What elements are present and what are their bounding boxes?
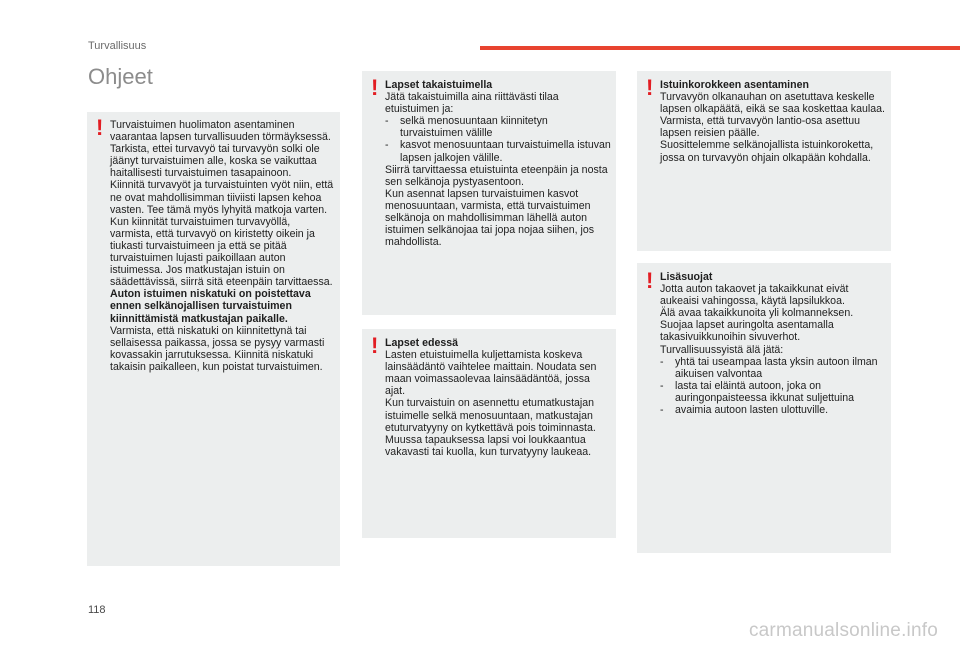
list-item: - avaimia autoon lasten ulottuville. (660, 404, 887, 416)
exclamation-mark-icon: ! (371, 333, 379, 358)
exclamation-mark-icon: ! (646, 268, 654, 293)
box-title: Lapset edessä (385, 337, 459, 349)
box-title: Istuinkorokkeen asentaminen (660, 79, 809, 91)
paragraph: Turvavyön olkanauhan on asetuttava keskelle lapsen olkapäätä, eikä se saa koskettaa kaulaa. (660, 91, 885, 116)
box-title: Lisäsuojat (660, 271, 713, 283)
warning-box-additional-protection (637, 263, 891, 553)
paragraph: Älä avaa takaikkunoita yli kolmanneksen. (660, 307, 854, 320)
paragraph: Tarkista, ettei turvavyö tai turvavyön solki ole jäänyt turvaistuimen alle, koska se vaikuttaa haitallisesti turvaistuimen tasapainoon. (110, 143, 320, 180)
paragraph: Turvallisuussyistä älä jätä: (660, 343, 784, 356)
header-rule (480, 46, 960, 50)
exclamation-mark-icon: ! (96, 115, 104, 140)
paragraph: Kun kiinnität turvaistuimen turvavyöllä, varmista, että turvavyö on kiristetty oikein ja tiukasti turvaistuimeen ja että se pitää turvaistuimen lujasti paikoillaan auton istuimessa. Jos matkustajan istuin on säädettävissä, siirrä sitä eteenpäin tarvittaessa. (110, 215, 333, 289)
list-item: - lasta tai eläintä autoon, joka on auringonpaisteessa ikkunat suljettuina (660, 380, 887, 404)
paragraph: Kiinnitä turvavyöt ja turvaistuinten vyöt niin, että ne ovat mahdollisimman tiiviisti lapsen kehoa vasten. Tee tämä myös lyhyitä matkoja varten. (110, 179, 334, 216)
page-title: Ohjeet (88, 64, 153, 89)
section-label: Turvallisuus (88, 40, 147, 52)
paragraph: Varmista, että turvavyön lantio-osa asettuu lapsen reisien päälle. (660, 115, 861, 140)
warning-box-children-rear (362, 71, 616, 315)
paragraph-bold: Auton istuimen niskatuki on poistettava ennen selkänojallisen turvaistuimen kiinnittämistä matkustajan paikalle. (110, 288, 311, 325)
paragraph: Lasten etuistuimella kuljettamista koskeva lainsäädäntö vaihtelee maittain. Noudata sen maan voimassaolevaa lainsäädäntöä, jossa ajat. (385, 349, 597, 398)
paragraph: Jotta auton takaovet ja takaikkunat eivät aukeaisi vahingossa, käytä lapsilukkoa. (660, 283, 849, 308)
warning-box-child-seat-installation (87, 112, 340, 566)
page-number: 118 (88, 604, 106, 616)
paragraph: Varmista, että niskatuki on kiinnitettynä tai sellaisessa paikassa, jossa se pysyy varmasti kovassakin jarrutuksessa. Kiinnitä niskatuki takaisin paikalleen, kun poistat turvaistuimen. (110, 324, 325, 373)
exclamation-mark-icon: ! (371, 75, 379, 100)
paragraph: Suosittelemme selkänojallista istuinkoroketta, jossa on turvavyön ohjain olkapään kohdalla. (660, 139, 874, 164)
warning-box-booster-seat (637, 71, 891, 251)
list-item: - yhtä tai useampaa lasta yksin autoon ilman aikuisen valvontaa (660, 356, 887, 380)
watermark: carmanualsonline.info (748, 620, 938, 641)
list-item: - selkä menosuuntaan kiinnitetyn turvaistuimen välille (385, 115, 612, 139)
paragraph: Siirrä tarvittaessa etuistuinta eteenpäin ja nosta sen selkänoja pystyasentoon. (385, 163, 608, 188)
list-item: - kasvot menosuuntaan turvaistuimella istuvan lapsen jalkojen välille. (385, 139, 612, 163)
paragraph: Turvaistuimen huolimaton asentaminen vaarantaa lapsen turvallisuuden törmäyksessä. (110, 119, 331, 144)
warning-box-children-front (362, 329, 616, 538)
bullet-list (385, 115, 612, 163)
bullet-list (660, 356, 887, 416)
paragraph: Muussa tapauksessa lapsi voi loukkaantua vakavasti tai kuolla, kun turvatyyny laukeaa. (385, 433, 592, 458)
paragraph: Suojaa lapset auringolta asentamalla takasivuikkunoihin sivuverhot. (660, 319, 834, 344)
exclamation-mark-icon: ! (646, 75, 654, 100)
paragraph: Jätä takaistuimilla aina riittävästi tilaa etuistuimen ja: (385, 91, 559, 116)
box-title: Lapset takaistuimella (385, 79, 493, 91)
paragraph: Kun asennat lapsen turvaistuimen kasvot menosuuntaan, varmista, että turvaistuimen selkänoja on mahdollisimman lähellä auton istuimen selkänojaa tai jopa nojaa siihen, jos mahdollista. (385, 187, 595, 249)
paragraph: Kun turvaistuin on asennettu etumatkustajan istuimelle selkä menosuuntaan, matkustajan etuturvatyyny on kytkettävä pois toiminnasta. (385, 397, 596, 434)
